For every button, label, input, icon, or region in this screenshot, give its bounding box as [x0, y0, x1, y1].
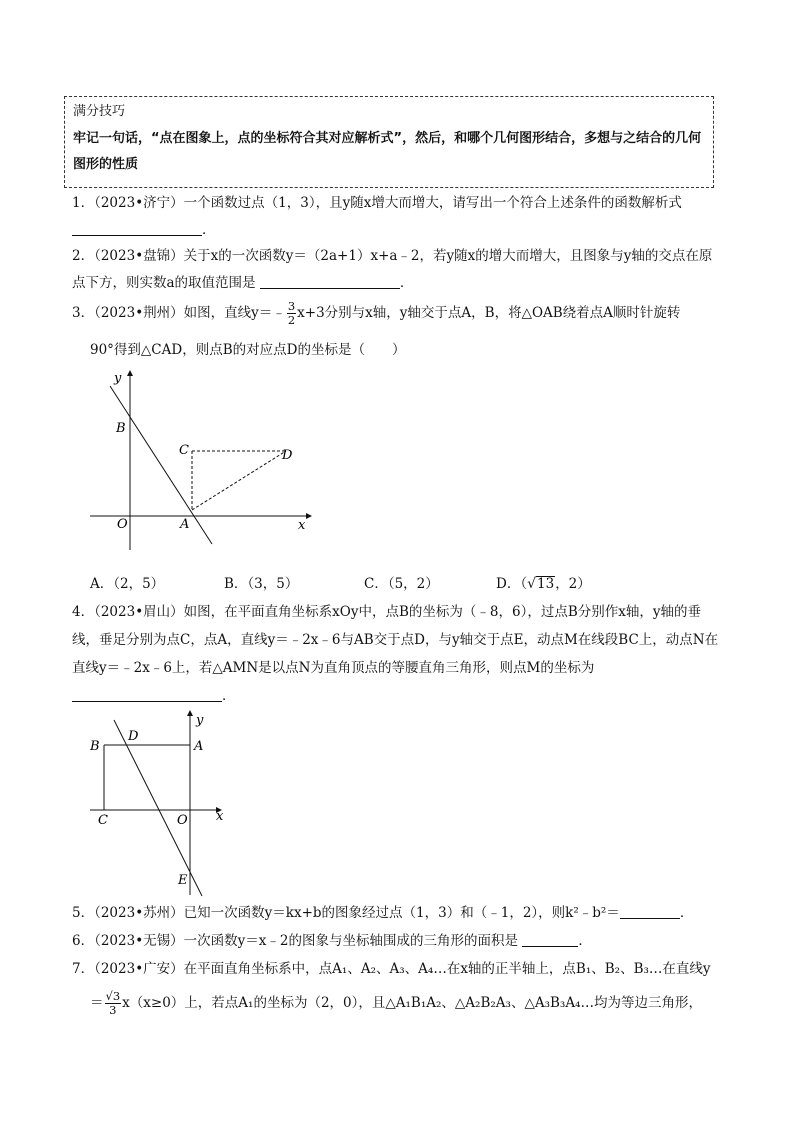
y-axis-arrow: [127, 370, 133, 376]
question-1: [72, 190, 724, 244]
question-2: [72, 243, 724, 297]
question-end: ．: [202, 222, 216, 238]
question-5: [72, 900, 724, 927]
question-source: （2023•广安）: [94, 961, 184, 977]
label-d: D: [282, 448, 293, 463]
option-a[interactable]: A．（2，5）: [90, 576, 165, 592]
figure-q4: [86, 700, 236, 900]
label-c: C: [98, 813, 108, 828]
fraction: [287, 300, 296, 327]
fraction-denominator: 3: [109, 1003, 117, 1017]
question-text: x（x≥0）上，若点A₁的坐标为（2，0），且△A₁B₁A₂、△A₂B₂A₃、△A₃B₃A₄…均为等边三角形，: [122, 995, 702, 1011]
question-text: 如图，在平面直角坐标系xOy中，点B的坐标为（﹣8，6），过点B分别作x轴，y轴的垂线，垂足分别为点C，点A，直线y＝﹣2x﹣6与AB交于点D，与y轴交于点E，动点M在线段BC上，动点N在直线y＝﹣2x﹣6上，若△AMN是以点N为直角顶点的等腰直角三角形，则点M的坐标为: [72, 604, 719, 676]
question-text: 一次函数y＝x﹣2的图象与坐标轴围成的三角形的面积是: [183, 933, 519, 949]
question-number: 1．: [72, 195, 95, 211]
answer-blank[interactable]: [522, 931, 578, 947]
label-y: y: [114, 371, 122, 386]
question-end: ．: [399, 275, 414, 291]
label-x: x: [216, 809, 224, 824]
label-c: C: [179, 443, 189, 458]
tip-box: [64, 96, 714, 188]
option-b[interactable]: B．（3，5）: [224, 576, 299, 592]
question-3-line2: 90°得到△CAD，则点B的对应点D的坐标是（ ）: [90, 342, 406, 358]
fraction: [105, 990, 122, 1017]
label-o: O: [177, 813, 188, 828]
question-3: [72, 300, 724, 327]
fraction-numerator: 3: [287, 299, 296, 313]
answer-blank[interactable]: [260, 273, 400, 289]
equals-sign: ＝: [90, 995, 104, 1011]
question-7: [72, 956, 724, 983]
question-text: 在平面直角坐标系中，点A₁、A₂、A₃、A₄…在x轴的正半轴上，点B₁、B₂、B₃…在直线y: [183, 961, 711, 977]
fraction-numerator: √3: [105, 989, 121, 1003]
option-d[interactable]: D．（√13，2）: [496, 576, 591, 592]
tip-title: 满分技巧: [73, 104, 126, 119]
figure-q3: [86, 364, 316, 554]
tip-text: 牢记一句话，“点在图象上，点的坐标符合其对应解析式”，然后，和哪个几何图形结合，多想与之结合的几何图形的性质: [73, 131, 702, 172]
question-end: ．: [222, 688, 236, 704]
label-o: O: [117, 517, 128, 532]
question-number: 3．: [72, 305, 95, 321]
label-y: y: [196, 713, 204, 728]
question-source: （2023•荆州）: [94, 305, 184, 321]
label-x: x: [298, 518, 306, 533]
answer-blank[interactable]: [620, 903, 680, 919]
question-end: ．: [679, 905, 694, 921]
x-axis-arrow: [306, 513, 312, 519]
question-text-post: x+3分别与x轴，y轴交于点A，B，将△OAB绕着点A顺时针旋转: [297, 305, 681, 321]
label-b: B: [90, 739, 100, 754]
segment-ad: [192, 451, 286, 510]
label-d: D: [128, 729, 139, 744]
question-source: （2023•眉山）: [94, 604, 184, 620]
question-6: [72, 928, 724, 955]
question-text: 已知一次函数y＝kx+b的图象经过点（1，3）和（﹣1，2），则k²﹣b²＝: [183, 905, 620, 921]
label-e: E: [178, 873, 188, 888]
question-text: 关于x的一次函数y＝（2a+1）x+a﹣2，若y随x的增大而增大，且图象与y轴的交点在原点下方，则实数a的取值范围是: [72, 248, 713, 291]
y-axis-arrow: [187, 710, 193, 716]
option-d-radicand: 13: [537, 576, 555, 592]
fraction-denominator: 2: [287, 313, 296, 327]
answer-blank[interactable]: [72, 220, 202, 236]
q3-options: [90, 572, 730, 594]
question-source: （2023•济宁）: [94, 195, 184, 211]
option-c[interactable]: C．（5，2）: [364, 576, 439, 592]
option-d-post: ，2）: [555, 576, 591, 592]
line-de: [114, 720, 202, 896]
question-text-pre: 如图，直线y＝﹣: [183, 305, 286, 321]
label-b: B: [116, 421, 126, 436]
question-source: （2023•苏州）: [94, 905, 184, 921]
question-number: 2．: [72, 248, 95, 264]
question-number: 4．: [72, 604, 95, 620]
question-end: ．: [578, 933, 592, 949]
question-text: 一个函数过点（1，3），且y随x增大而增大，请写出一个符合上述条件的函数解析式: [183, 195, 682, 211]
question-number: 5．: [72, 905, 95, 921]
question-number: 7．: [72, 961, 95, 977]
label-a: A: [194, 739, 204, 754]
question-4: [72, 598, 724, 710]
question-number: 6．: [72, 933, 95, 949]
label-a: A: [180, 517, 190, 532]
question-source: （2023•无锡）: [94, 933, 184, 949]
question-source: （2023•盘锦）: [94, 248, 184, 264]
question-7-line2: [90, 990, 724, 1017]
option-d-pre: D．（: [496, 576, 528, 592]
